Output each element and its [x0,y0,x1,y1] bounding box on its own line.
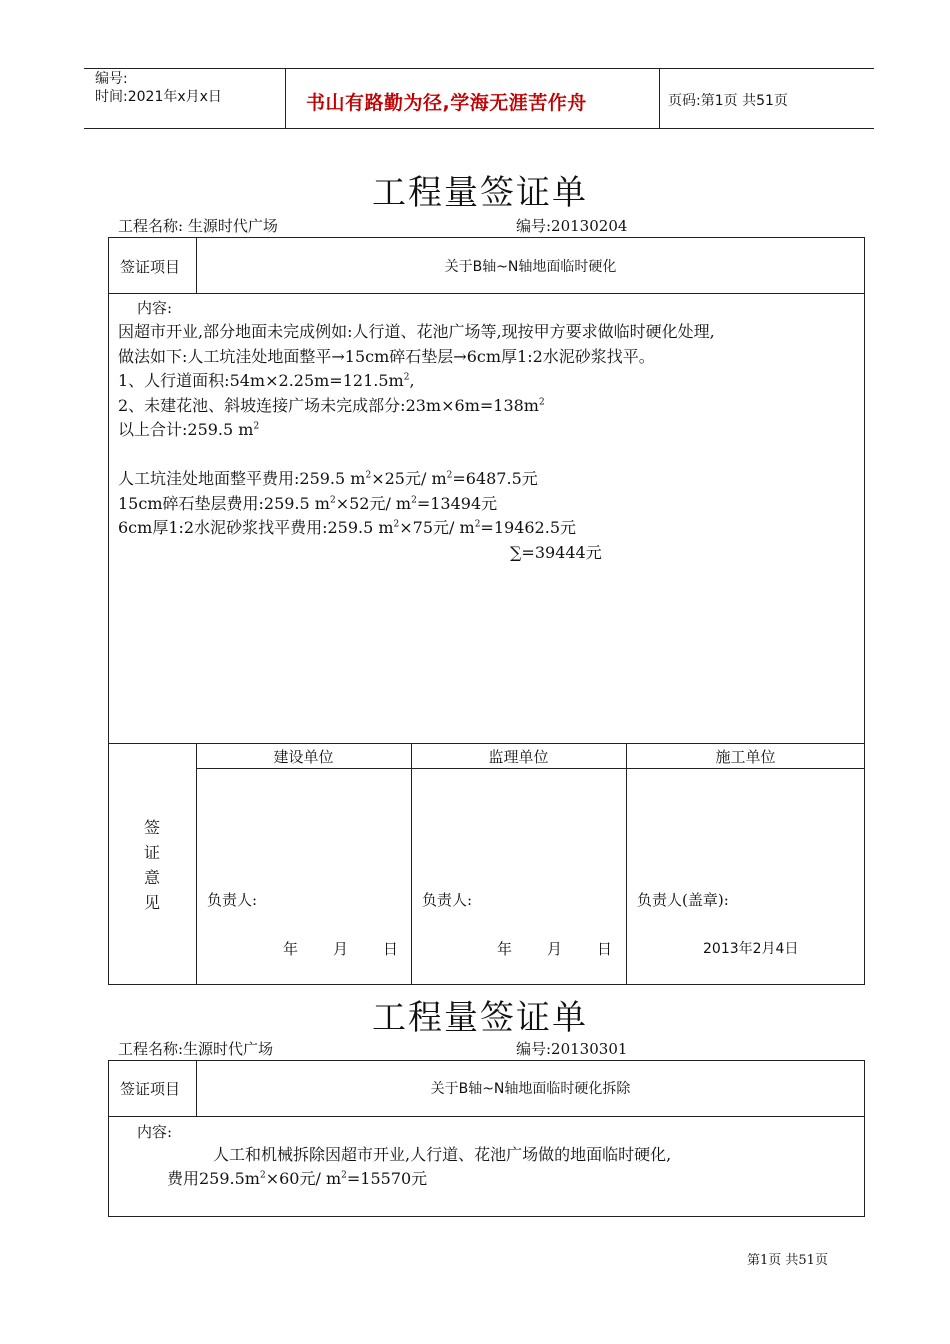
date-month: 月 [547,940,563,958]
form1-item-label: 签证项目 [120,258,181,276]
unit-construction: 建设单位 [273,748,334,766]
content-line: 6cm厚1:2水泥砂浆找平费用:259.5 $m^2\times 75$元/ $m^2=19462.5$元 [118,518,576,537]
footer-page-number: 第1页 共51页 [747,1253,828,1268]
form2-content-line2: 费用$259.5m^2\times 60$元/ $m^2=15570$元 [167,1169,428,1188]
form2-item-value: 关于B轴~N轴地面临时硬化拆除 [430,1081,631,1097]
form1-row1-divider [108,293,865,294]
content-line: 人工坑洼处地面整平费用:259.5 $m^2\times 25$元/ $m^2=6487.5$元 [118,469,538,488]
header-bottom-rule [84,128,874,129]
content-line: 因超市开业,部分地面未完成例如:人行道、花池广场等,现按甲方要求做临时硬化处理, [118,322,715,341]
form1-sign-col-divider-0 [196,743,197,985]
form2-content-label: 内容: [137,1123,173,1141]
content-line: 1、人行道面积$:54m\times 2.25m=121.5m^2$, [118,371,415,390]
content-total: ∑=39444元 [510,542,602,562]
responsible-contractor: 负责人(盖章): [637,891,729,909]
time-label: 时间:2021年x月x日 [95,89,222,105]
date-day: 日 [383,940,399,958]
header-divider-1 [285,68,286,129]
form1-title: 工程量签证单 [372,173,588,213]
date-year: 年 [497,940,513,958]
date-month: 月 [333,940,349,958]
form1-project-name: 工程名称: 生源时代广场 [118,217,278,235]
form1-sign-col-divider-1 [411,743,412,985]
responsible-construction: 负责人: [207,891,258,909]
form2-item-label: 签证项目 [120,1080,181,1098]
unit-supervision: 监理单位 [488,748,549,766]
motto: 书山有路勤为径,学海无涯苦作舟 [306,92,587,114]
form1-content-body [118,320,863,565]
date-day: 日 [597,940,613,958]
form1-unit-header-rule [196,768,865,769]
form1-number: 编号:20130204 [516,217,628,235]
unit-contractor: 施工单位 [715,748,776,766]
form1-item-value: 关于B轴~N轴地面临时硬化 [444,259,617,275]
form1-sign-col-divider-2 [626,743,627,985]
form1-content-label: 内容: [137,299,173,317]
date-year: 年 [283,940,299,958]
header-top-rule [84,68,874,69]
page-code: 页码:第1页 共51页 [668,93,788,109]
form2-content-line1: 人工和机械拆除因超市开业,人行道、花池广场做的地面临时硬化, [213,1145,672,1164]
form2-number: 编号:20130301 [516,1040,628,1058]
header-divider-2 [659,68,660,129]
form2-row1-divider [108,1116,865,1117]
form2-title: 工程量签证单 [372,998,588,1038]
form2-project-name: 工程名称:生源时代广场 [118,1040,274,1058]
content-line: 2、未建花池、斜坡连接广场未完成部分$:23m\times 6m=138m^2$ [118,395,545,415]
content-line: 15cm碎石垫层费用:259.5 $m^2\times 52$元/ $m^2=13494$元 [118,493,498,513]
form1-sign-label: 签 证 意 见 [143,818,160,912]
responsible-supervision: 负责人: [422,891,473,909]
date-filled: 2013年2月4日 [703,941,799,957]
content-line: 做法如下:人工坑洼处地面整平→15cm碎石垫层→6cm厚1:2水泥砂浆找平。 [118,346,655,366]
form1-sign-top-rule [108,743,865,744]
content-line: 以上合计:259.5 $m^2$ [118,420,260,439]
serial-label: 编号: [95,71,128,87]
